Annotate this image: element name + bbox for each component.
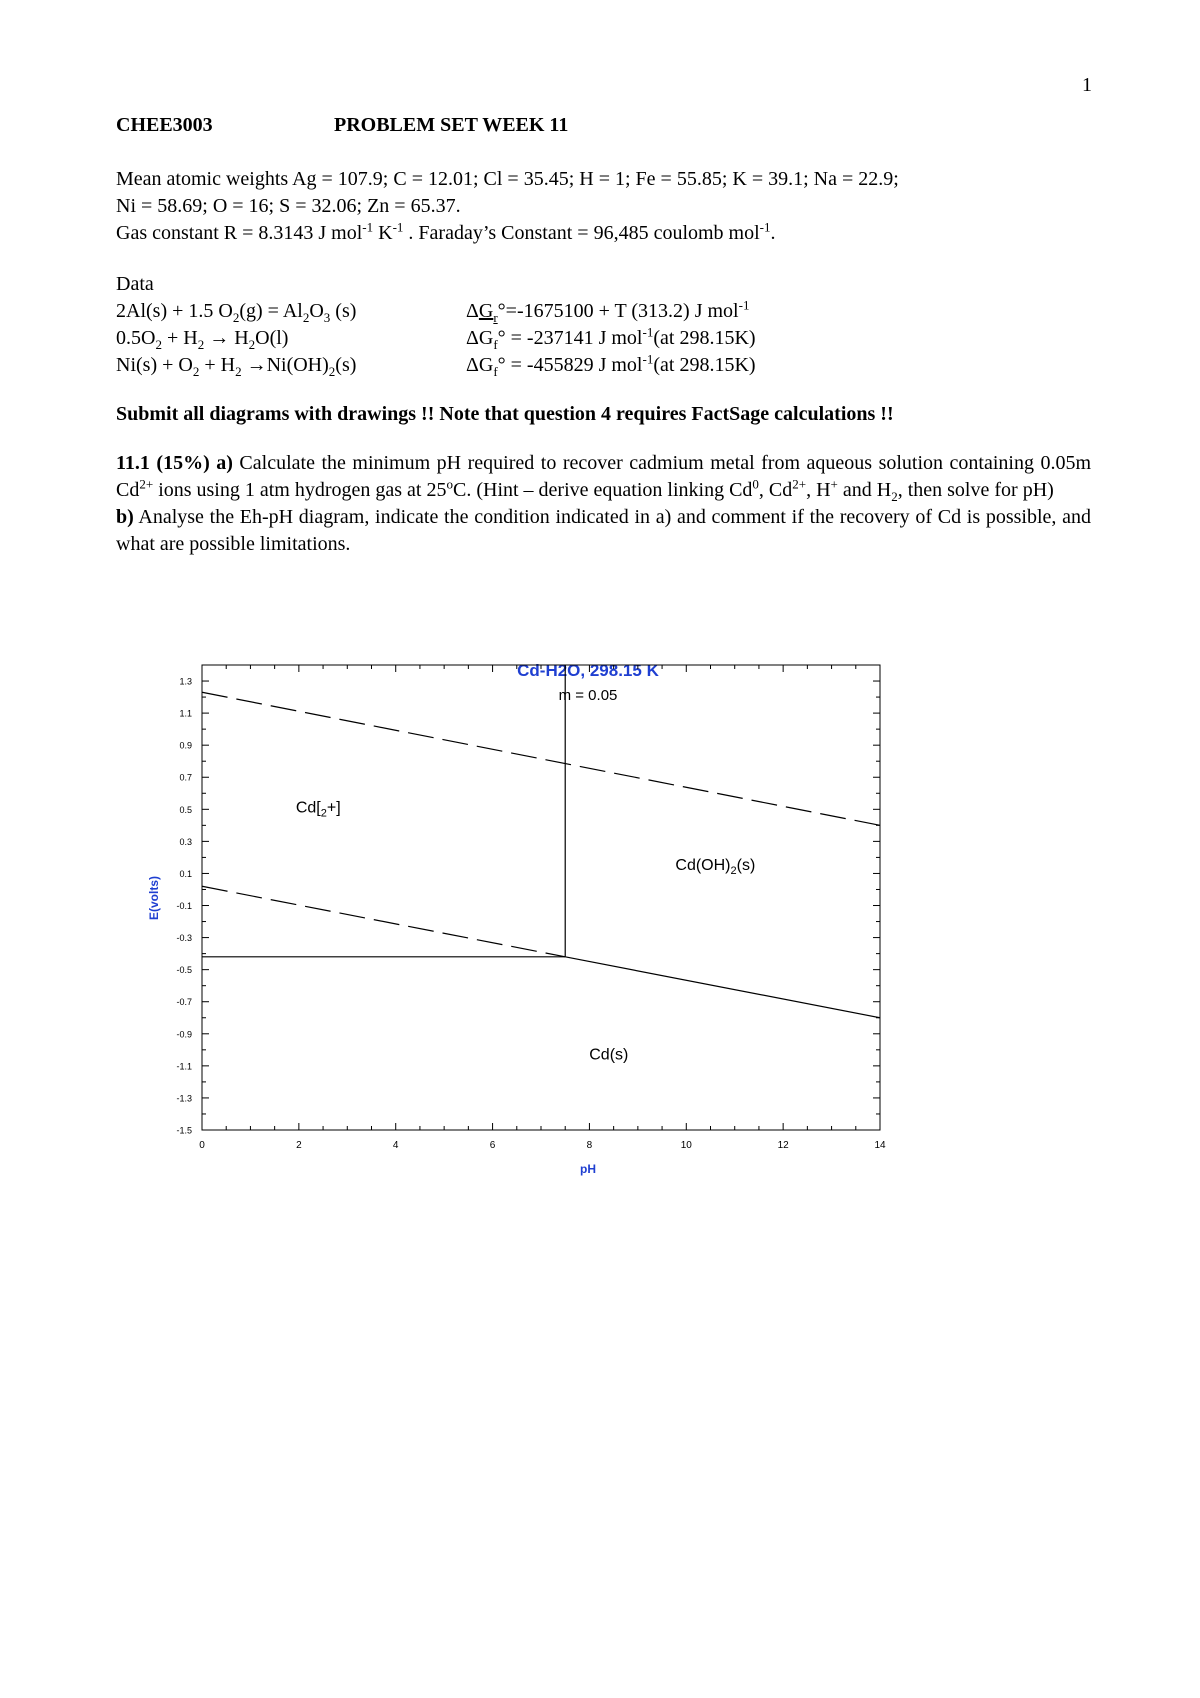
- question-part-a: 11.1 (15%) a) Calculate the minimum pH required to recover cadmium metal from aqueous solution containing 0.05m $Cd^{2+}$ ions using 1 atm hydrogen gas at 25$^o$C. (Hint – derive equation linking Cd$^0$, $Cd^{2+}$, H+ and $H_2$, then solve for pH): [116, 452, 1092, 504]
- faraday-text: . Faraday’s Constant = 96,485 coulomb mol: [403, 222, 760, 244]
- page-number: 1: [1082, 74, 1092, 96]
- submission-notice: Submit all diagrams with drawings !! Note that question 4 requires FactSage calculations !!: [116, 403, 894, 425]
- constants-line: [116, 220, 1091, 247]
- document-header: [116, 112, 1091, 142]
- chart-subtitle: m = 0.05: [558, 687, 618, 704]
- y-tick-label: -0.5: [176, 965, 192, 976]
- atomic-weights-line-2: Ni = 58.69; O = 16; S = 32.06; Zn = 65.37.: [116, 195, 461, 217]
- reaction-gibbs: $\Delta G_f^\circ = -455829$ J mol$^{-1}$(at 298.15K): [466, 351, 756, 379]
- course-code: CHEE3003: [116, 114, 213, 136]
- document-body: [116, 112, 1091, 558]
- plot-frame: [202, 665, 880, 1130]
- y-tick-label: -0.9: [176, 1029, 192, 1040]
- region-label: $Cd(OH)_2(s)$: [675, 857, 756, 878]
- region-label: $Cd[_2+]$: [295, 799, 341, 820]
- question-number: 11.1 (15%): [116, 452, 210, 474]
- reaction-equation: $Ni(s) + O_2 + H_2 \to Ni(OH)_2(s)$: [116, 354, 357, 379]
- chart-title: Cd-H2O, 298.15 K: [517, 661, 659, 680]
- y-tick-label: 0.9: [179, 740, 192, 751]
- reaction-row-3: [116, 352, 1091, 379]
- reaction-equation: 2Al(s) + 1.5 $O_2(g) = Al_2O_3$ (s): [116, 300, 357, 325]
- reaction-row-2: [116, 325, 1091, 352]
- exponent: -1: [362, 219, 374, 235]
- question-part-b: b) Analyse the Eh-pH diagram, indicate the condition indicated in a) and comment if the recovery of Cd is possible, and what are possible limitations.: [116, 506, 1091, 555]
- y-tick-label: 0.5: [179, 804, 192, 815]
- x-tick-label: 2: [296, 1140, 302, 1151]
- x-axis-label: pH: [580, 1162, 596, 1176]
- y-tick-label: -0.3: [176, 933, 192, 944]
- x-tick-label: 6: [489, 1140, 496, 1151]
- x-tick-label: 4: [392, 1140, 399, 1151]
- y-tick-label: 0.7: [179, 772, 192, 783]
- y-axis-label: E(volts): [147, 875, 161, 921]
- y-tick-label: -1.3: [176, 1093, 192, 1104]
- y-tick-label: -1.5: [176, 1125, 192, 1136]
- y-tick-label: 0.3: [179, 836, 192, 847]
- y-tick-label: 0.1: [179, 868, 192, 879]
- data-heading: Data: [116, 273, 154, 295]
- x-tick-label: 14: [874, 1140, 886, 1151]
- region-label: Cd(s): [589, 1046, 629, 1064]
- y-tick-label: -0.7: [176, 997, 192, 1008]
- problem-set-title: PROBLEM SET WEEK 11: [334, 114, 569, 136]
- x-tick-label: 0: [199, 1140, 205, 1151]
- eh-ph-chart-svg: [140, 660, 980, 1280]
- eh-ph-diagram: [140, 660, 980, 1280]
- gas-constant-text: Gas constant R = 8.3143 J mol: [116, 222, 363, 244]
- exponent: -1: [392, 219, 404, 235]
- kelvin-unit: K: [373, 222, 393, 244]
- y-tick-label: 1.3: [179, 676, 192, 687]
- y-tick-label: -0.1: [176, 901, 192, 912]
- part-a-label: a): [216, 452, 233, 474]
- series-line: [202, 886, 565, 957]
- part-b-label: b): [116, 506, 134, 528]
- reaction-row-1: [116, 298, 1091, 325]
- exponent: -1: [759, 219, 771, 235]
- y-tick-label: 1.1: [179, 708, 192, 719]
- reaction-gibbs: $\Delta G_r^\circ=-1675100 + T$ (313.2) J mol$^{-1}$: [466, 297, 750, 325]
- x-tick-label: 12: [777, 1140, 789, 1151]
- plot-area: [176, 665, 886, 1151]
- reaction-equation: $0.5O_2 + H_2 \to H_2O(l)$: [116, 327, 289, 352]
- x-tick-label: 8: [586, 1140, 593, 1151]
- atomic-weights-line-1: Mean atomic weights Ag = 107.9; C = 12.01; Cl = 35.45; H = 1; Fe = 55.85; K = 39.1; Na = 22.9;: [116, 168, 899, 190]
- x-tick-label: 10: [680, 1140, 692, 1151]
- period: .: [770, 222, 776, 244]
- series-line: [565, 957, 880, 1018]
- reaction-gibbs: $\Delta G_f^\circ = -237141$ J mol$^{-1}$(at 298.15K): [466, 324, 756, 352]
- y-tick-label: -1.1: [176, 1061, 192, 1072]
